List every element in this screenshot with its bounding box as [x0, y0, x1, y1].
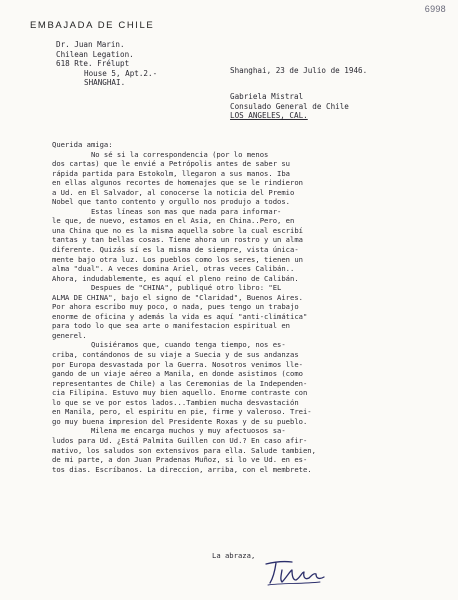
sender-line: 618 Rte. Frélupt [56, 59, 130, 69]
signature [262, 556, 332, 588]
letter-body [52, 140, 452, 474]
body-line: criba, contándonos de su viaje a Suecia y de sus andanzas [52, 350, 299, 360]
sender-address [56, 40, 157, 88]
body-line: para todo lo que sea arte o manifestacion espiritual en [52, 321, 290, 331]
sender-line: Chilean Legation. [56, 49, 134, 59]
body-line: Nobel que tanto contento y orgullo nos produjo a todos. [52, 197, 290, 207]
letter-date: Shanghai, 23 de Julio de 1946. [230, 66, 368, 75]
body-line: gando de un viaje aéreo a Manila, en donde asistimos (como [52, 369, 303, 379]
body-line: tantas y tan bellas cosas. Tiene ahora un rostro y un alma [52, 235, 303, 245]
body-line: mativo, los saludos son extensivos para ella. Salude tambien, [52, 445, 316, 455]
body-line: diferente. Quizás sí es la misma de siempre, vista única- [52, 245, 299, 255]
body-line: en Manila, pero, el espiritu en pie, firme y valeroso. Trei- [52, 407, 312, 417]
sender-line: Dr. Juan Marin. [56, 40, 125, 49]
body-line: enorme de oficina y además la vida es aquí "anti-climática" [52, 311, 308, 321]
body-line: Por ahora escribo muy poco, o nada, pues tengo un trabajo [52, 302, 299, 312]
body-line: alma "dual". A veces domina Ariel, otras veces Calibán.. [52, 264, 295, 274]
closing: La abraza, [212, 551, 256, 560]
body-line: representantes de Chile) a las Ceremonias de la Independen- [52, 378, 308, 388]
recipient-address [230, 92, 349, 121]
body-line: le que, de nuevo, estamos en el Asia, en China..Pero, en [52, 216, 295, 226]
body-line: ludos para Ud. ¿Está Palmita Guillen con Ud.? En caso afir- [52, 435, 308, 445]
body-line: una China que no es la misma aquella sobre la cual escribí [52, 225, 303, 235]
body-line: lo que se ve por estos lados...Tambien mucha desvastación [52, 397, 299, 407]
body-line: Estas líneas son mas que nada para informar- [52, 206, 282, 216]
body-line: a Ud. en El Salvador, al conocerse la noticia del Premio [52, 187, 295, 197]
body-line: cia Filipina. Estuvo muy bien aquello. Enorme contraste con [52, 388, 308, 398]
recipient-name: Gabriela Mistral [230, 92, 304, 101]
body-line: mente bajo otra luz. Los pueblos como los seres, tienen un [52, 254, 303, 264]
body-line: Ahora, indudablemente, es aquí el pleno reino de Calibán. [52, 273, 299, 283]
body-line: por Europa desvastada por la Guerra. Nosotros venimos lle- [52, 359, 303, 369]
body-line: dos cartas) que le envié a Petrópolis antes de saber su [52, 159, 290, 169]
body-line: go muy buena impresion del Presidente Roxas y de su pueblo. [52, 416, 308, 426]
recipient-city: LOS ANGELES, CAL. [230, 111, 308, 121]
letterhead: EMBAJADA DE CHILE [30, 20, 155, 31]
body-line: tos dias. Escríbanos. La direccion, arriba, con el membrete. [52, 464, 312, 474]
body-line: Milena me encarga muchos y muy afectuosos sa- [52, 426, 286, 436]
body-line: ALMA DE CHINA", bajo el signo de "Claridad", Buenos Aires. [52, 292, 303, 302]
handwritten-signature [262, 556, 332, 588]
body-line: en ellas algunos recortes de homenajes que se le rindieron [52, 178, 303, 188]
salutation: Querida amiga: [52, 140, 113, 149]
body-line: Despues de "CHINA", publiqué otro libro: "EL [52, 283, 282, 293]
body-line: No sé si la correspondencia (por lo menos [52, 149, 269, 159]
body-text [52, 150, 452, 475]
body-line: de mi parte, a don Juan Pradenas Muñoz, si lo ve Ud. en es- [52, 455, 308, 465]
body-line: generel. [52, 330, 87, 340]
body-line: Quisiéramos que, cuando tenga tiempo, nos es- [52, 340, 286, 350]
recipient-office: Consulado General de Chile [230, 101, 349, 111]
sender-line: House 5, Apt.2.- [84, 68, 158, 78]
archive-number: 6998 [424, 4, 446, 14]
sender-line: SHANGHAI. [84, 78, 126, 88]
body-line: rápida partida para Estokolm, llegaron a sus manos. Iba [52, 168, 290, 178]
